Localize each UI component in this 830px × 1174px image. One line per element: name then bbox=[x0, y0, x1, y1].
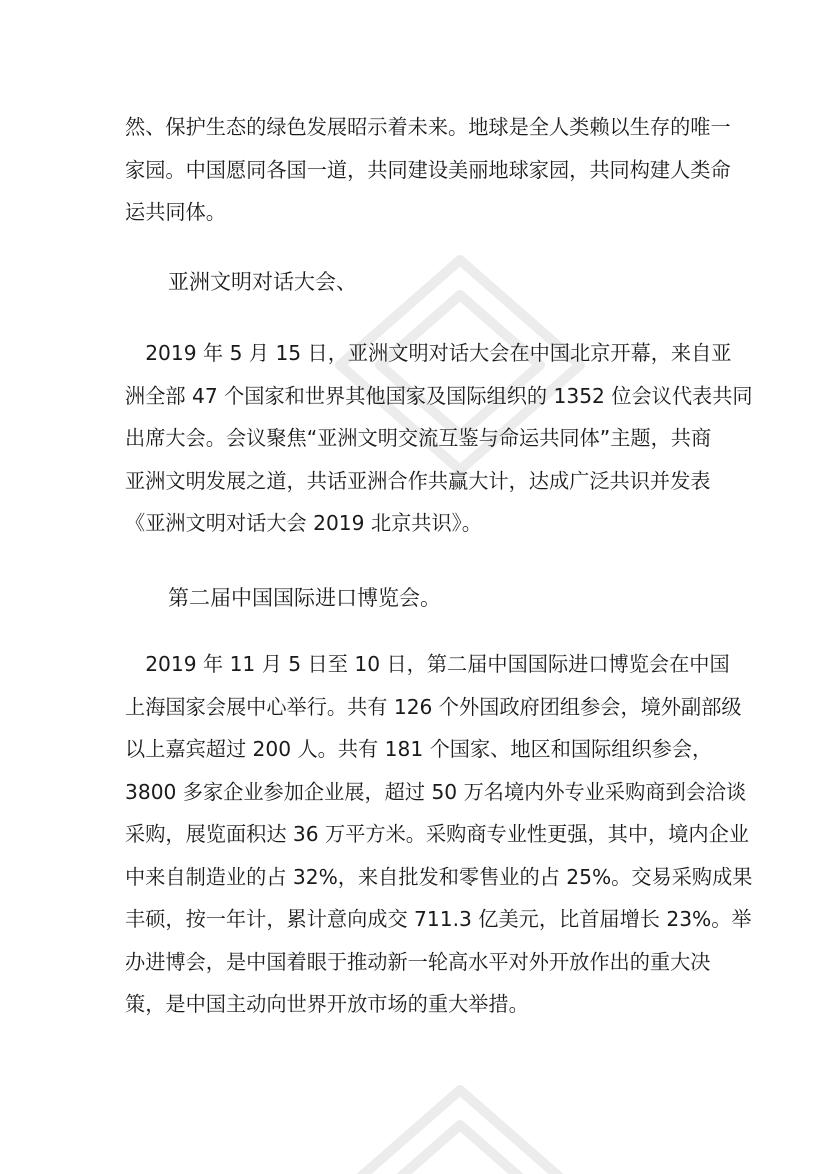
watermark-logo-bottom bbox=[330, 1080, 590, 1174]
paragraph-line: 出席大会。会议聚焦“亚洲文明交流互鉴与命运共同体”主题，共商 bbox=[125, 426, 712, 450]
paragraph-line: 2019 年 11 月 5 日至 10 日，第二届中国国际进口博览会在中国 bbox=[125, 652, 730, 676]
paragraph-line: 运共同体。 bbox=[125, 200, 226, 224]
paragraph-line: 然、保护生态的绿色发展昭示着未来。地球是全人类赖以生存的唯一 bbox=[125, 115, 731, 139]
paragraph-line: 洲全部 47 个国家和世界其他国家及国际组织的 1352 位会议代表共同 bbox=[125, 383, 753, 408]
paragraph-expo bbox=[125, 643, 753, 1026]
paragraph-asia bbox=[125, 332, 753, 545]
paragraph-line: 亚洲文明发展之道，共话亚洲合作共赢大计，达成广泛共识并发表 bbox=[125, 468, 711, 493]
paragraph-line: 《亚洲文明对话大会 2019 北京共识》。 bbox=[125, 511, 482, 535]
section-heading-asia: 亚洲文明对话大会、 bbox=[168, 270, 357, 294]
paragraph-line: 以上嘉宾超过 200 人。共有 181 个国家、地区和国际组织参会， bbox=[125, 737, 713, 761]
paragraph-line: 上海国家会展中心举行。共有 126 个外国政府团组参会，境外副部级 bbox=[125, 694, 742, 719]
paragraph-line: 办进博会，是中国着眼于推动新一轮高水平对外开放作出的重大决 bbox=[125, 949, 711, 974]
paragraph-line: 采购，展览面积达 36 万平方米。采购商专业性更强，其中，境内企业 bbox=[125, 822, 749, 846]
paragraph-line: 3800 多家企业参加企业展，超过 50 万名境内外专业采购商到会洽谈 bbox=[125, 779, 747, 804]
paragraph-line: 策，是中国主动向世界开放市场的重大举措。 bbox=[125, 992, 529, 1016]
paragraph-line: 2019 年 5 月 15 日，亚洲文明对话大会在中国北京开幕，来自亚 bbox=[125, 341, 732, 365]
paragraph-intro bbox=[125, 106, 731, 234]
paragraph-line: 家园。中国愿同各国一道，共同建设美丽地球家园，共同构建人类命 bbox=[125, 157, 731, 182]
paragraph-line: 丰硕，按一年计，累计意向成交 711.3 亿美元，比首届增长 23%。举 bbox=[125, 907, 752, 931]
paragraph-line: 中来自制造业的占 32%，来自批发和零售业的占 25%。交易采购成果 bbox=[125, 864, 753, 889]
section-heading-expo: 第二届中国国际进口博览会。 bbox=[168, 586, 441, 610]
